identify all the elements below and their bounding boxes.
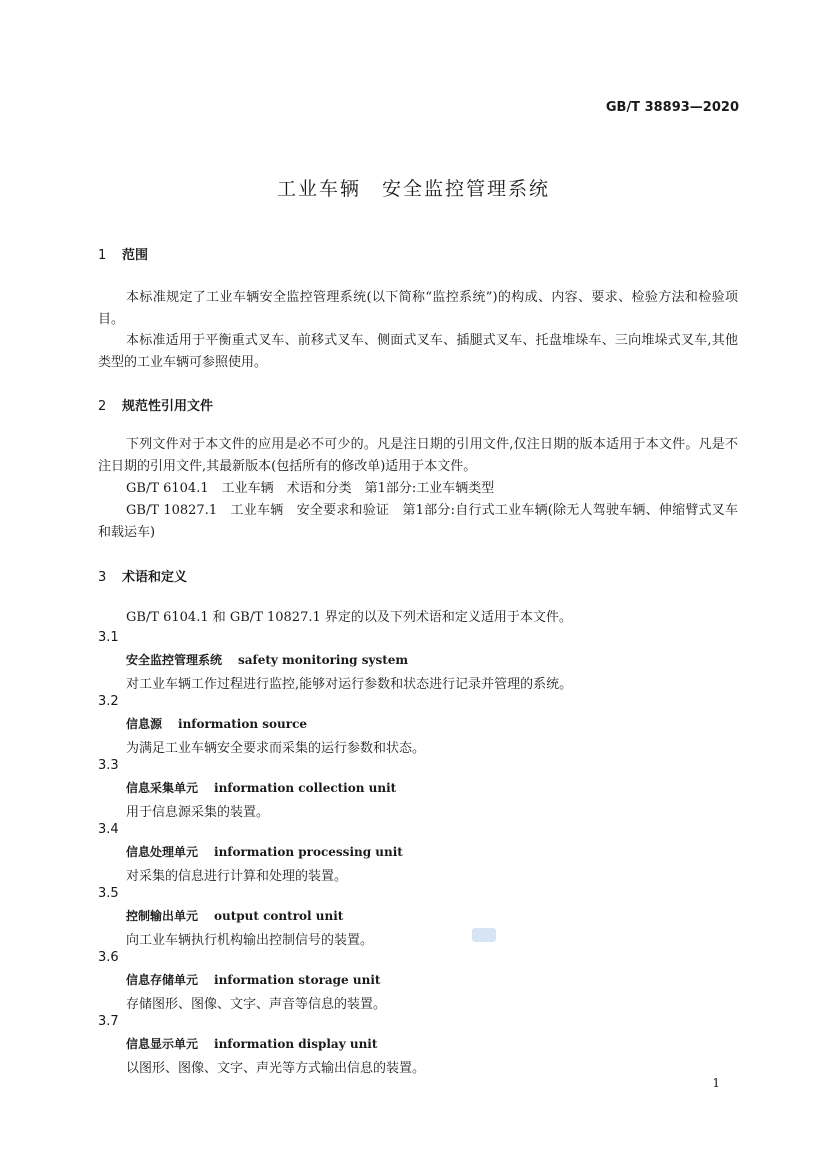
section-number: 1 — [98, 248, 107, 263]
term-definition: 对工业车辆工作过程进行监控,能够对运行参数和状态进行记录并管理的系统。 — [126, 677, 573, 692]
watermark-stamp-icon — [472, 928, 496, 942]
term-heading — [126, 843, 403, 860]
section-title: 范围 — [122, 248, 149, 263]
term-en: information processing unit — [214, 845, 403, 859]
references-intro: 下列文件对于本文件的应用是必不可少的。凡是注日期的引用文件,仅注日期的版本适用于本文件。凡是不注日期的引用文件,其最新版本(包括所有的修改单)适用于本文件。 — [98, 437, 738, 474]
standard-number: GB/T 38893—2020 — [605, 100, 739, 115]
section-number: 3 — [98, 570, 107, 585]
term-en: information source — [178, 717, 308, 731]
scope-paragraph-2: 本标准适用于平衡重式叉车、前移式叉车、侧面式叉车、插腿式叉车、托盘堆垛车、三向堆垛式叉车,其他类型的工业车辆可参照使用。 — [98, 333, 738, 370]
term-heading — [126, 715, 307, 732]
section-2-heading — [98, 395, 213, 414]
terms-intro: GB/T 6104.1 和 GB/T 10827.1 界定的以及下列术语和定义适用于本文件。 — [126, 610, 572, 625]
section-number: 2 — [98, 399, 107, 414]
term-number: 3.3 — [98, 758, 119, 773]
term-definition: 向工业车辆执行机构输出控制信号的装置。 — [126, 933, 374, 948]
section-3-heading — [98, 566, 187, 585]
term-definition: 对采集的信息进行计算和处理的装置。 — [126, 869, 348, 884]
page-number: 1 — [712, 1076, 720, 1090]
term-en: information storage unit — [214, 973, 381, 987]
term-number: 3.4 — [98, 822, 119, 837]
section-1-heading — [98, 244, 148, 263]
term-number: 3.6 — [98, 950, 119, 965]
term-heading — [126, 651, 408, 668]
term-en: information collection unit — [214, 781, 397, 795]
section-title: 术语和定义 — [122, 570, 188, 585]
term-definition: 用于信息源采集的装置。 — [126, 805, 270, 820]
term-zh: 信息显示单元 — [126, 1037, 199, 1051]
term-en: information display unit — [214, 1037, 378, 1051]
section-title: 规范性引用文件 — [122, 399, 214, 414]
term-number: 3.1 — [98, 630, 119, 645]
term-definition: 为满足工业车辆安全要求而采集的运行参数和状态。 — [126, 741, 426, 756]
term-zh: 信息处理单元 — [126, 845, 199, 859]
term-number: 3.2 — [98, 694, 119, 709]
term-zh: 信息源 — [126, 717, 163, 731]
term-en: safety monitoring system — [238, 653, 409, 667]
document-title: 工业车辆 安全监控管理系统 — [276, 178, 550, 200]
reference-1: GB/T 6104.1 工业车辆 术语和分类 第1部分:工业车辆类型 — [126, 481, 495, 496]
term-definition: 存储图形、图像、文字、声音等信息的装置。 — [126, 997, 387, 1012]
term-number: 3.7 — [98, 1014, 119, 1029]
term-zh: 控制输出单元 — [126, 909, 199, 923]
term-zh: 信息存储单元 — [126, 973, 199, 987]
term-heading — [126, 1035, 377, 1052]
term-zh: 信息采集单元 — [126, 781, 199, 795]
scope-paragraph-1: 本标准规定了工业车辆安全监控管理系统(以下简称“监控系统”)的构成、内容、要求、检验方法和检验项目。 — [98, 290, 738, 327]
term-heading — [126, 779, 396, 796]
term-heading — [126, 971, 380, 988]
term-definition: 以图形、图像、文字、声光等方式输出信息的装置。 — [126, 1061, 426, 1076]
term-heading — [126, 907, 343, 924]
term-number: 3.5 — [98, 886, 119, 901]
term-zh: 安全监控管理系统 — [126, 653, 223, 667]
term-en: output control unit — [214, 909, 344, 923]
reference-2: GB/T 10827.1 工业车辆 安全要求和验证 第1部分:自行式工业车辆(除无人驾驶车辆、伸缩臂式叉车和载运车) — [98, 503, 738, 540]
